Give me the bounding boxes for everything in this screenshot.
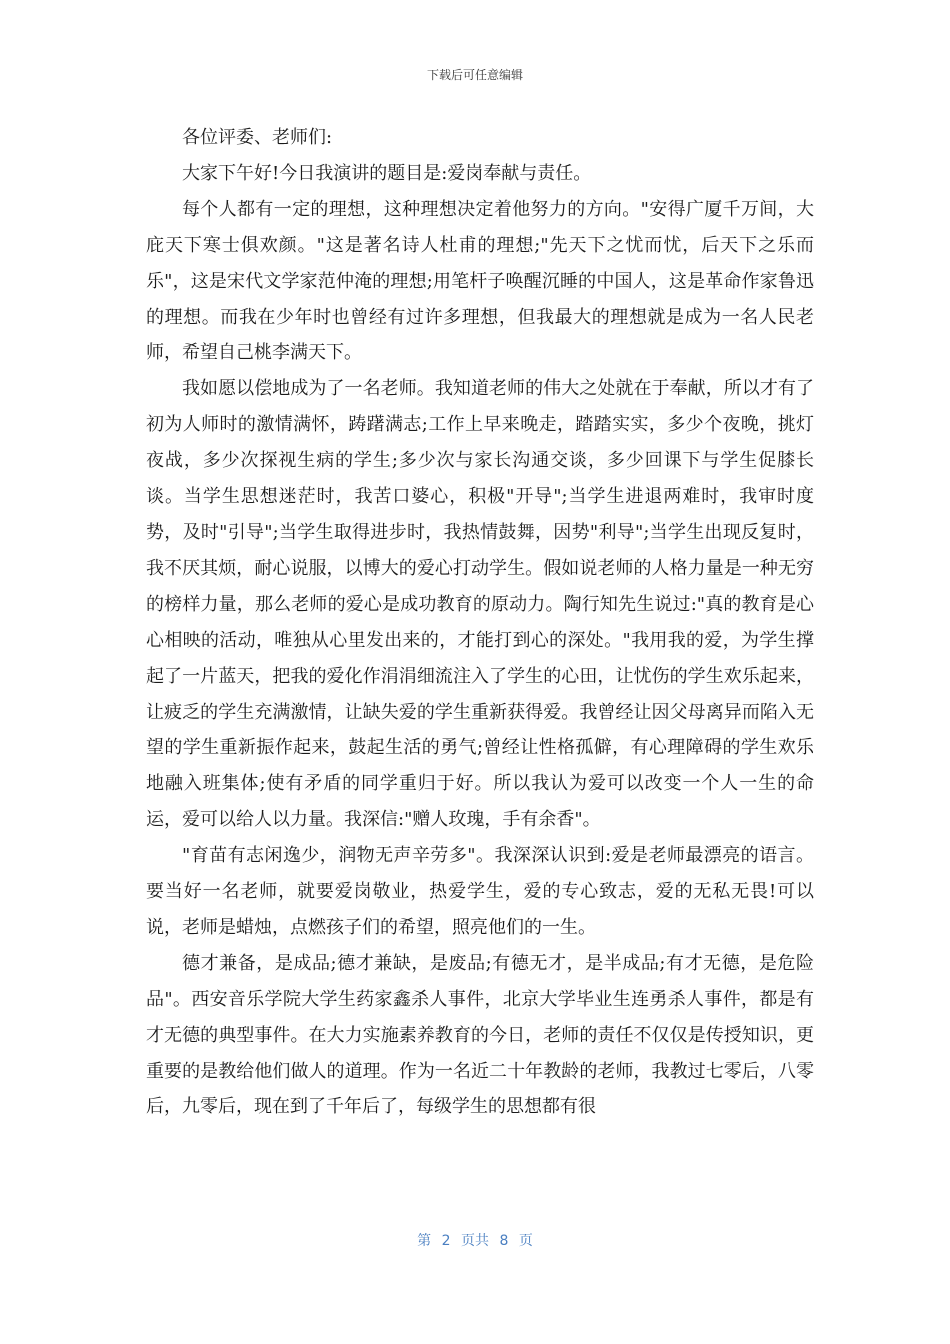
paragraph-intro: 大家下午好!今日我演讲的题目是:爱岗奉献与责任。 (182, 162, 592, 184)
paragraph-language-of-love: "育苗有志闲逸少，润物无声辛劳多"。我深深认识到:爱是老师最漂亮的语言。要当好一名老师，就要爱岗敬业，热爱学生，爱的专心致志，爱的无私无畏!可以说，老师是蜡烛，点燃孩子们的希望，照亮他们的一生。 (146, 845, 814, 938)
paragraph-becoming-teacher: 我如愿以偿地成为了一名老师。我知道老师的伟大之处就在于奉献，所以才有了初为人师时的激情满怀，踌躇满志;工作上早来晚走，踏踏实实，多少个夜晚，挑灯夜战，多少次探视生病的学生;多少次与家长沟通交谈，多少回课下与学生促膝长谈。当学生思想迷茫时，我苦口婆心，积极"开导";当学生进退两难时，我审时度势，及时"引导";当学生取得进步时，我热情鼓舞，因势"利导";当学生出现反复时，我不厌其烦，耐心说服，以博大的爱心打动学生。假如说老师的人格力量是一种无穷的榜样力量，那么老师的爱心是成功教育的原动力。陶行知先生说过:"真的教育是心心相映的活动，唯独从心里发出来的，才能打到心的深处。"我用我的爱，为学生撑起了一片蓝天，把我的爱化作涓涓细流注入了学生的心田，让忧伤的学生欢乐起来，让疲乏的学生充满激情，让缺失爱的学生重新获得爱。我曾经让因父母离异而陷入无望的学生重新振作起来，鼓起生活的勇气;曾经让性格孤僻，有心理障碍的学生欢乐地融入班集体;使有矛盾的同学重归于好。所以我认为爱可以改变一个人一生的命运，爱可以给人以力量。我深信:"赠人玫瑰，手有余香"。 (146, 378, 814, 831)
page-header: 下载后可任意编辑 (426, 68, 523, 82)
paragraph-responsibility: 德才兼备，是成品;德才兼缺，是废品;有德无才，是半成品;有才无德，是危险品"。西安音乐学院大学生药家鑫杀人事件，北京大学毕业生连勇杀人事件，都是有才无德的典型事件。在大力实施素养教育的今日，老师的责任不仅仅是传授知识，更重要的是教给他们做人的道理。作为一名近二十年教龄的老师，我教过七零后，八零后，九零后，现在到了千年后了，每级学生的思想都有很 (146, 952, 814, 1118)
page-label-suffix: 页 (518, 1233, 533, 1249)
page-label-prefix: 第 (417, 1233, 432, 1249)
paragraph-ideals: 每个人都有一定的理想，这种理想决定着他努力的方向。"安得广厦千万间，大庇天下寒士俱欢颜。"这是著名诗人杜甫的理想;"先天下之忧而忧，后天下之乐而乐"，这是宋代文学家范仲淹的理想;用笔杆子唤醒沉睡的中国人，这是革命作家鲁迅的理想。而我在少年时也曾经有过许多理想，但我最大的理想就是成为一名人民老师，希望自己桃李满天下。 (146, 198, 814, 364)
page-current-number: 2 (441, 1233, 451, 1249)
paragraph-greeting: 各位评委、老师们: (182, 127, 333, 148)
page-label-mid: 页共 (461, 1233, 489, 1249)
document-body (146, 120, 814, 1125)
page-total-number: 8 (499, 1233, 509, 1249)
page-footer (0, 1230, 950, 1250)
